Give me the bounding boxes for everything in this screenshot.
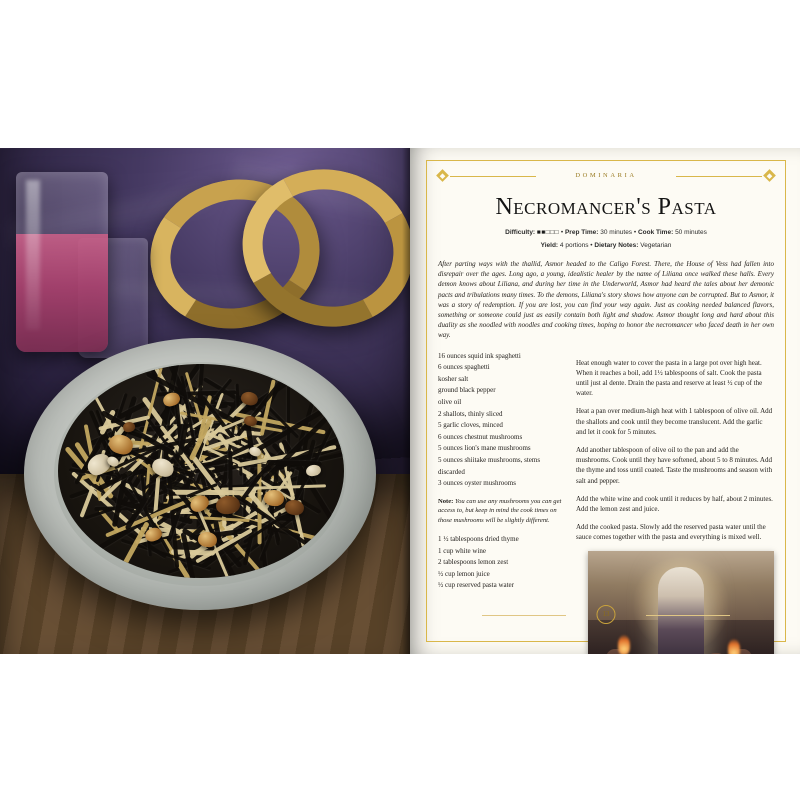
recipe-story: After parting ways with the thallid, Asmor headed to the Caligo Forest. There, the House of Vess had fallen into disrepair over the ages. Long ago, a young, idealistic healer by the name of Liliana once walked these halls. Every demon knows about Liliana, and during her time in the Underworld, Asmor had heard the tales about her demonic pacts and tribulations many times. To the demons, Liliana's story shows how anyone can be corrupted. But to Asmor, it was a story of redemption. If you are lost, you can find your way again. Just as cooking needed balanced flavors, something or someone could just as easily contain both light and shadow. Asmor thought long and hard about this duality as she noodled with noodles and cooking times, hoping to honor the necromancer who faced death in her own way.: [438, 260, 774, 340]
cook-time-value: 50 minutes: [675, 229, 707, 236]
instruction-step: Add another tablespoon of olive oil to the pan and add the mushrooms. Cook until they have softened, about 5 to 8 minutes. Add the thyme and toss until coated. Taste the mushrooms and season with salt and pepper.: [576, 446, 773, 485]
illustration-flame: [728, 639, 740, 654]
yield-value: 4 portions: [559, 242, 589, 249]
ingredient-item: 6 ounces spaghetti: [438, 363, 490, 372]
note-text: You can use any mushrooms you can get access to, but keep in mind the cook times on those mushrooms will be slightly different.: [438, 497, 562, 524]
ingredient-item: 1 ½ tablespoons dried thyme: [438, 534, 519, 543]
folio-rule-right: [646, 615, 730, 616]
prep-time-label: Prep Time:: [564, 229, 599, 236]
ingredient-item: 2 shallots, thinly sliced: [438, 409, 503, 418]
instruction-step: Heat enough water to cover the pasta in a large pot over high heat. When it reaches a boil, add 1½ tablespoons of salt. Cook the pasta until just al dente. Drain the pasta and reserve at least ½ cup of the water.: [576, 358, 763, 398]
recipe-meta-line-2: [438, 240, 774, 251]
instruction-step: Heat a pan over medium-high heat with 1 tablespoon of olive oil. Add the shallots and cook until they become translucent. Add the garlic and let it cook for 5 minutes.: [576, 407, 773, 436]
instruction-step: Add the cooked pasta. Slowly add the reserved pasta water until the sauce comes together with the pasta and everything is mixed well.: [576, 523, 766, 542]
ingredients-list-part-2: [438, 534, 562, 592]
ingredients-note: [438, 497, 562, 525]
necromancer-figure: [658, 567, 704, 654]
brass-ribbon-sculpture: [150, 170, 380, 320]
yield-label: Yield:: [540, 242, 559, 249]
pasta-nest: [58, 364, 344, 578]
page-content: [438, 170, 774, 632]
instruction-steps: [576, 358, 774, 543]
food-photograph: [0, 148, 410, 654]
illustration-flame: [618, 635, 630, 654]
instruction-step: Add the white wine and cook until it reduces by half, about 2 minutes. Add the lemon zest and juice.: [576, 494, 773, 514]
meta-separator: •: [560, 229, 564, 236]
page-header: [438, 170, 774, 192]
folio-rule-left: [482, 615, 566, 616]
drinking-glass: [16, 172, 108, 352]
ingredients-column: [438, 351, 562, 654]
ingredient-item: 3 ounces oyster mushrooms: [438, 479, 516, 488]
recipe-title: Necromancer's Pasta: [495, 194, 717, 220]
ingredient-item: ground black pepper: [438, 386, 496, 395]
prep-time-value: 30 minutes: [600, 229, 633, 236]
dietary-label: Dietary Notes:: [594, 242, 639, 249]
ingredient-item: 16 ounces squid ink spaghetti: [438, 351, 521, 360]
dietary-value: Vegetarian: [640, 242, 672, 249]
collection-label: DOMINARIA: [575, 172, 637, 179]
glass-highlight: [26, 180, 40, 330]
ingredient-item: olive oil: [438, 398, 462, 406]
ingredient-item: 5 ounces lion's mane mushrooms: [438, 444, 531, 453]
ingredient-item: 6 ounces chestnut mushrooms: [438, 432, 523, 441]
header-rule-right: [676, 176, 762, 177]
meta-separator: •: [633, 229, 637, 236]
cook-time-label: Cook Time:: [637, 229, 674, 236]
header-rule-left: [450, 176, 536, 177]
dinner-plate: [24, 338, 376, 610]
ingredient-item: ½ cup lemon juice: [438, 569, 490, 578]
recipe-page: [410, 148, 800, 654]
recipe-meta-line-1: [438, 227, 774, 238]
ingredient-item: ½ cup reserved pasta water: [438, 581, 514, 590]
ingredient-item: 2 tablespoons lemon zest: [438, 558, 509, 567]
page-number: 13: [597, 605, 616, 624]
difficulty-pips: ■■□□□: [536, 229, 560, 236]
book-spread: [0, 148, 800, 654]
ingredient-item: kosher salt: [438, 374, 469, 383]
necromancer-illustration: [588, 551, 774, 654]
ingredients-list-part-1: [438, 351, 562, 490]
meta-separator: •: [590, 242, 593, 249]
difficulty-label: Difficulty:: [505, 229, 536, 236]
ingredient-item: 5 garlic cloves, minced: [438, 421, 503, 430]
ingredient-item: 5 ounces shiitake mushrooms, stems discarded: [438, 455, 541, 476]
note-label: Note:: [438, 497, 454, 505]
ingredient-item: 1 cup white wine: [438, 546, 487, 555]
